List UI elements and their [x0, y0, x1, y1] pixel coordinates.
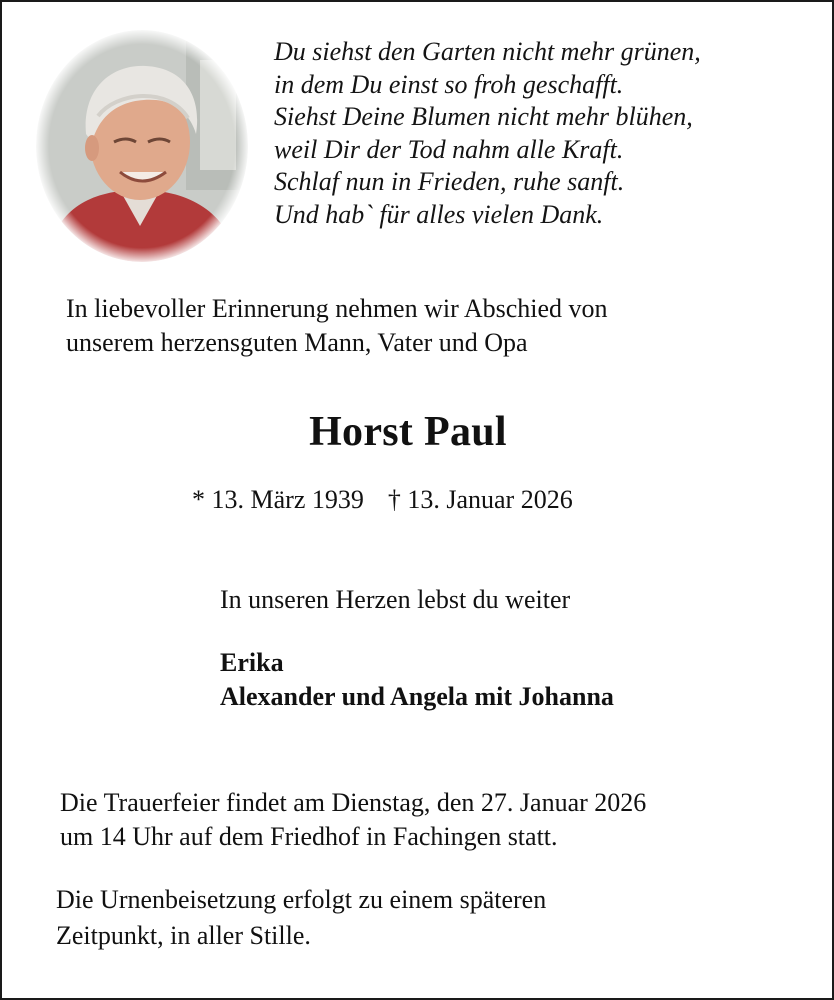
family-line: Alexander und Angela mit Johanna	[220, 682, 614, 711]
family-signatures	[220, 646, 614, 714]
service-line: Die Trauerfeier findet am Dienstag, den 27. Januar 2026	[60, 788, 647, 817]
service-line: um 14 Uhr auf dem Friedhof in Fachingen statt.	[60, 822, 558, 851]
family-line: Erika	[220, 648, 284, 677]
urn-line: Zeitpunkt, in aller Stille.	[56, 921, 311, 950]
poem-line: Du siehst den Garten nicht mehr grünen,	[274, 37, 701, 66]
poem-line: Schlaf nun in Frieden, ruhe sanft.	[274, 167, 625, 196]
life-dates	[192, 482, 573, 518]
urn-burial-info	[56, 882, 546, 954]
memorial-motto: In unseren Herzen lebst du weiter	[220, 585, 571, 614]
poem-line: Und hab` für alles vielen Dank.	[274, 199, 604, 229]
poem-line: in dem Du einst so froh geschafft.	[274, 69, 624, 99]
farewell-intro	[66, 292, 608, 360]
funeral-service-info	[60, 786, 646, 854]
death-date: † 13. Januar 2026	[387, 485, 573, 514]
poem	[274, 36, 701, 231]
portrait-illustration	[36, 30, 248, 262]
poem-line: weil Dir der Tod nahm alle Kraft.	[274, 134, 624, 164]
poem-line: Siehst Deine Blumen nicht mehr blühen,	[274, 102, 693, 131]
birth-date: * 13. März 1939	[192, 485, 364, 514]
deceased-name: Horst Paul	[309, 409, 507, 455]
intro-line: unserem herzensguten Mann, Vater und Opa	[66, 328, 528, 357]
portrait-photo	[36, 30, 248, 262]
urn-line: Die Urnenbeisetzung erfolgt zu einem späteren	[56, 885, 547, 914]
intro-line: In liebevoller Erinnerung nehmen wir Abschied von	[66, 294, 608, 323]
